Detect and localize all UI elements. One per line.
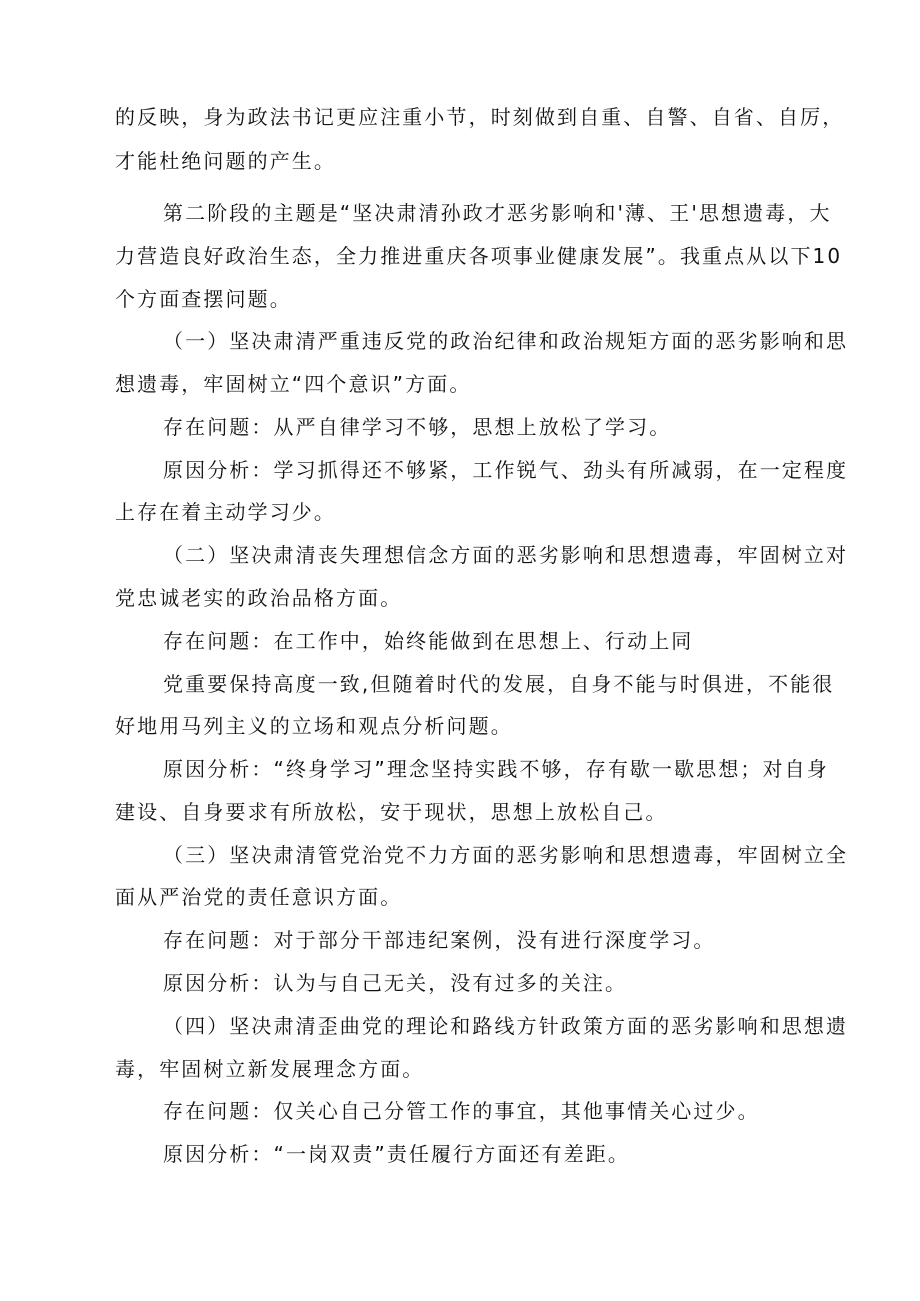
text-line: 党重要保持高度一致,但随着时代的发展，自身不能与时俱进，不能很	[163, 672, 835, 696]
text-line: （二）坚决肃清丧失理想信念方面的恶劣影响和思想遗毒，牢固树立对	[163, 543, 849, 567]
text-line: 个方面查摆问题。	[115, 287, 292, 311]
text-line: （一）坚决肃清严重违反党的政治纪律和政治规矩方面的恶劣影响和思	[163, 329, 849, 353]
text-line: （四）坚决肃清歪曲党的理论和路线方针政策方面的恶劣影响和思想遗	[163, 1014, 849, 1038]
text-line: 原因分析：认为与自己无关，没有过多的关注。	[163, 971, 628, 995]
text-line: 才能杜绝问题的产生。	[115, 149, 336, 173]
text-line: 面从严治党的责任意识方面。	[115, 885, 403, 909]
text-line: 毒，牢固树立新发展理念方面。	[115, 1057, 425, 1081]
text-line: 存在问题：在工作中，始终能做到在思想上、行动上同	[163, 629, 694, 653]
text-line: 第二阶段的主题是“坚决肃清孙政才恶劣影响和'薄、王'思想遗毒，大	[163, 201, 832, 225]
text-line: 党忠诚老实的政治品格方面。	[115, 586, 403, 610]
text-line: 原因分析：学习抓得还不够紧，工作锐气、劲头有所减弱，在一定程度	[163, 458, 849, 482]
text-line: （三）坚决肃清管党治党不力方面的恶劣影响和思想遗毒，牢固树立全	[163, 843, 849, 867]
text-line: 存在问题：从严自律学习不够，思想上放松了学习。	[163, 415, 672, 439]
text-line: 力营造良好政治生态，全力推进重庆各项事业健康发展”。我重点从以下10	[115, 244, 843, 268]
text-line: 的反映，身为政法书记更应注重小节，时刻做到自重、自警、自省、自厉，	[115, 105, 845, 129]
text-line: 存在问题：对于部分干部违纪案例，没有进行深度学习。	[163, 928, 716, 952]
text-line: 想遗毒，牢固树立“四个意识”方面。	[115, 372, 472, 396]
text-line: 存在问题：仅关心自己分管工作的事宜，其他事情关心过少。	[163, 1099, 760, 1123]
text-line: 好地用马列主义的立场和观点分析问题。	[115, 714, 513, 738]
text-line: 建设、自身要求有所放松，安于现状，思想上放松自己。	[115, 800, 668, 824]
text-line: 上存在着主动学习少。	[115, 500, 336, 524]
text-line: 原因分析：“终身学习”理念坚持实践不够，存有歇一歇思想；对自身	[163, 757, 829, 781]
text-line: 原因分析：“一岗双责”责任履行方面还有差距。	[163, 1142, 630, 1166]
